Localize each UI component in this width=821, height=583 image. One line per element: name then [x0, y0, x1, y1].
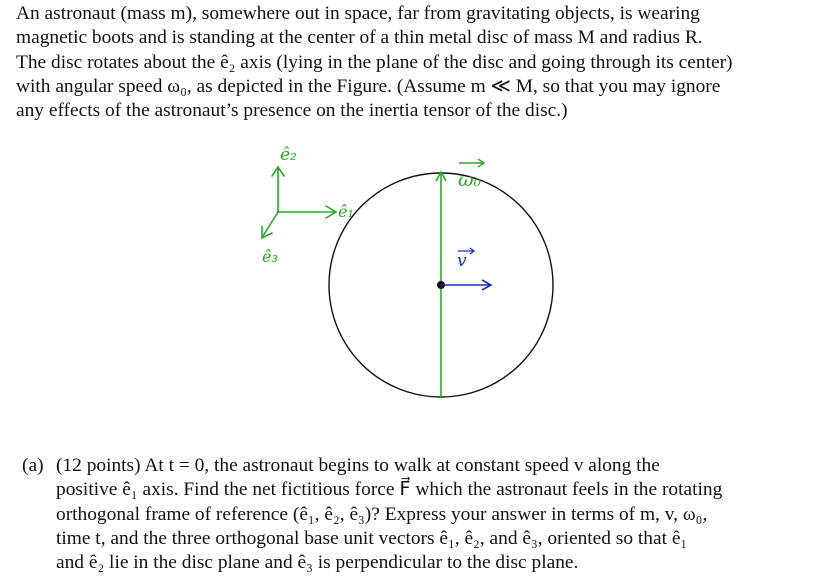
- axes-triad: [262, 167, 336, 238]
- e1-axis-label: ê₁: [338, 202, 354, 221]
- part-a-line-1-text: (12 points) At t = 0, the astronaut begins to walk at constant speed v along the: [56, 455, 660, 476]
- intro-line-2: magnetic boots and is standing at the center of a thin metal disc of mass M and radius R.: [16, 27, 703, 49]
- part-a-question: [22, 454, 798, 575]
- intro-line-3: The disc rotates about the ê₂ axis (lying in the plane of the disc and going through its center): [16, 51, 733, 73]
- part-a-line-4: time t, and the three orthogonal base unit vectors ê₁, ê₂, and ê₃, oriented so that ê₁: [56, 527, 688, 549]
- e1-axis-arrow: [278, 206, 336, 218]
- velocity-arrow: [441, 280, 491, 290]
- part-a-line-5: and ê₂ lie in the disc plane and ê₃ is perpendicular to the disc plane.: [56, 552, 579, 574]
- intro-line-5: any effects of the astronaut’s presence on the inertia tensor of the disc.): [16, 100, 568, 122]
- velocity-label: v: [457, 251, 467, 271]
- part-a-line-2: positive ê₁ axis. Find the net fictitious force F⃗ which the astronaut feels in the rotating: [56, 479, 723, 501]
- e3-axis-label: ê₃: [262, 247, 278, 266]
- part-a-line-3: orthogonal frame of reference (ê₁, ê₂, ê₃)? Express your answer in terms of m, v, ω₀,: [56, 503, 708, 525]
- omega-vector-arrow: [459, 159, 484, 167]
- intro-line-1: An astronaut (mass m), somewhere out in space, far from gravitating objects, is wearing: [16, 3, 700, 24]
- omega-label: ω₀: [458, 169, 482, 191]
- e2-axis-arrow: [272, 167, 284, 212]
- part-a-label: (a): [22, 455, 44, 476]
- intro-line-4: with angular speed ω₀, as depicted in the Figure. (Assume m ≪ M, so that you may ignore: [16, 75, 721, 97]
- part-a-line-1: [22, 454, 798, 478]
- e3-axis-arrow: [262, 212, 278, 238]
- e2-axis-label: ê₂: [280, 145, 297, 165]
